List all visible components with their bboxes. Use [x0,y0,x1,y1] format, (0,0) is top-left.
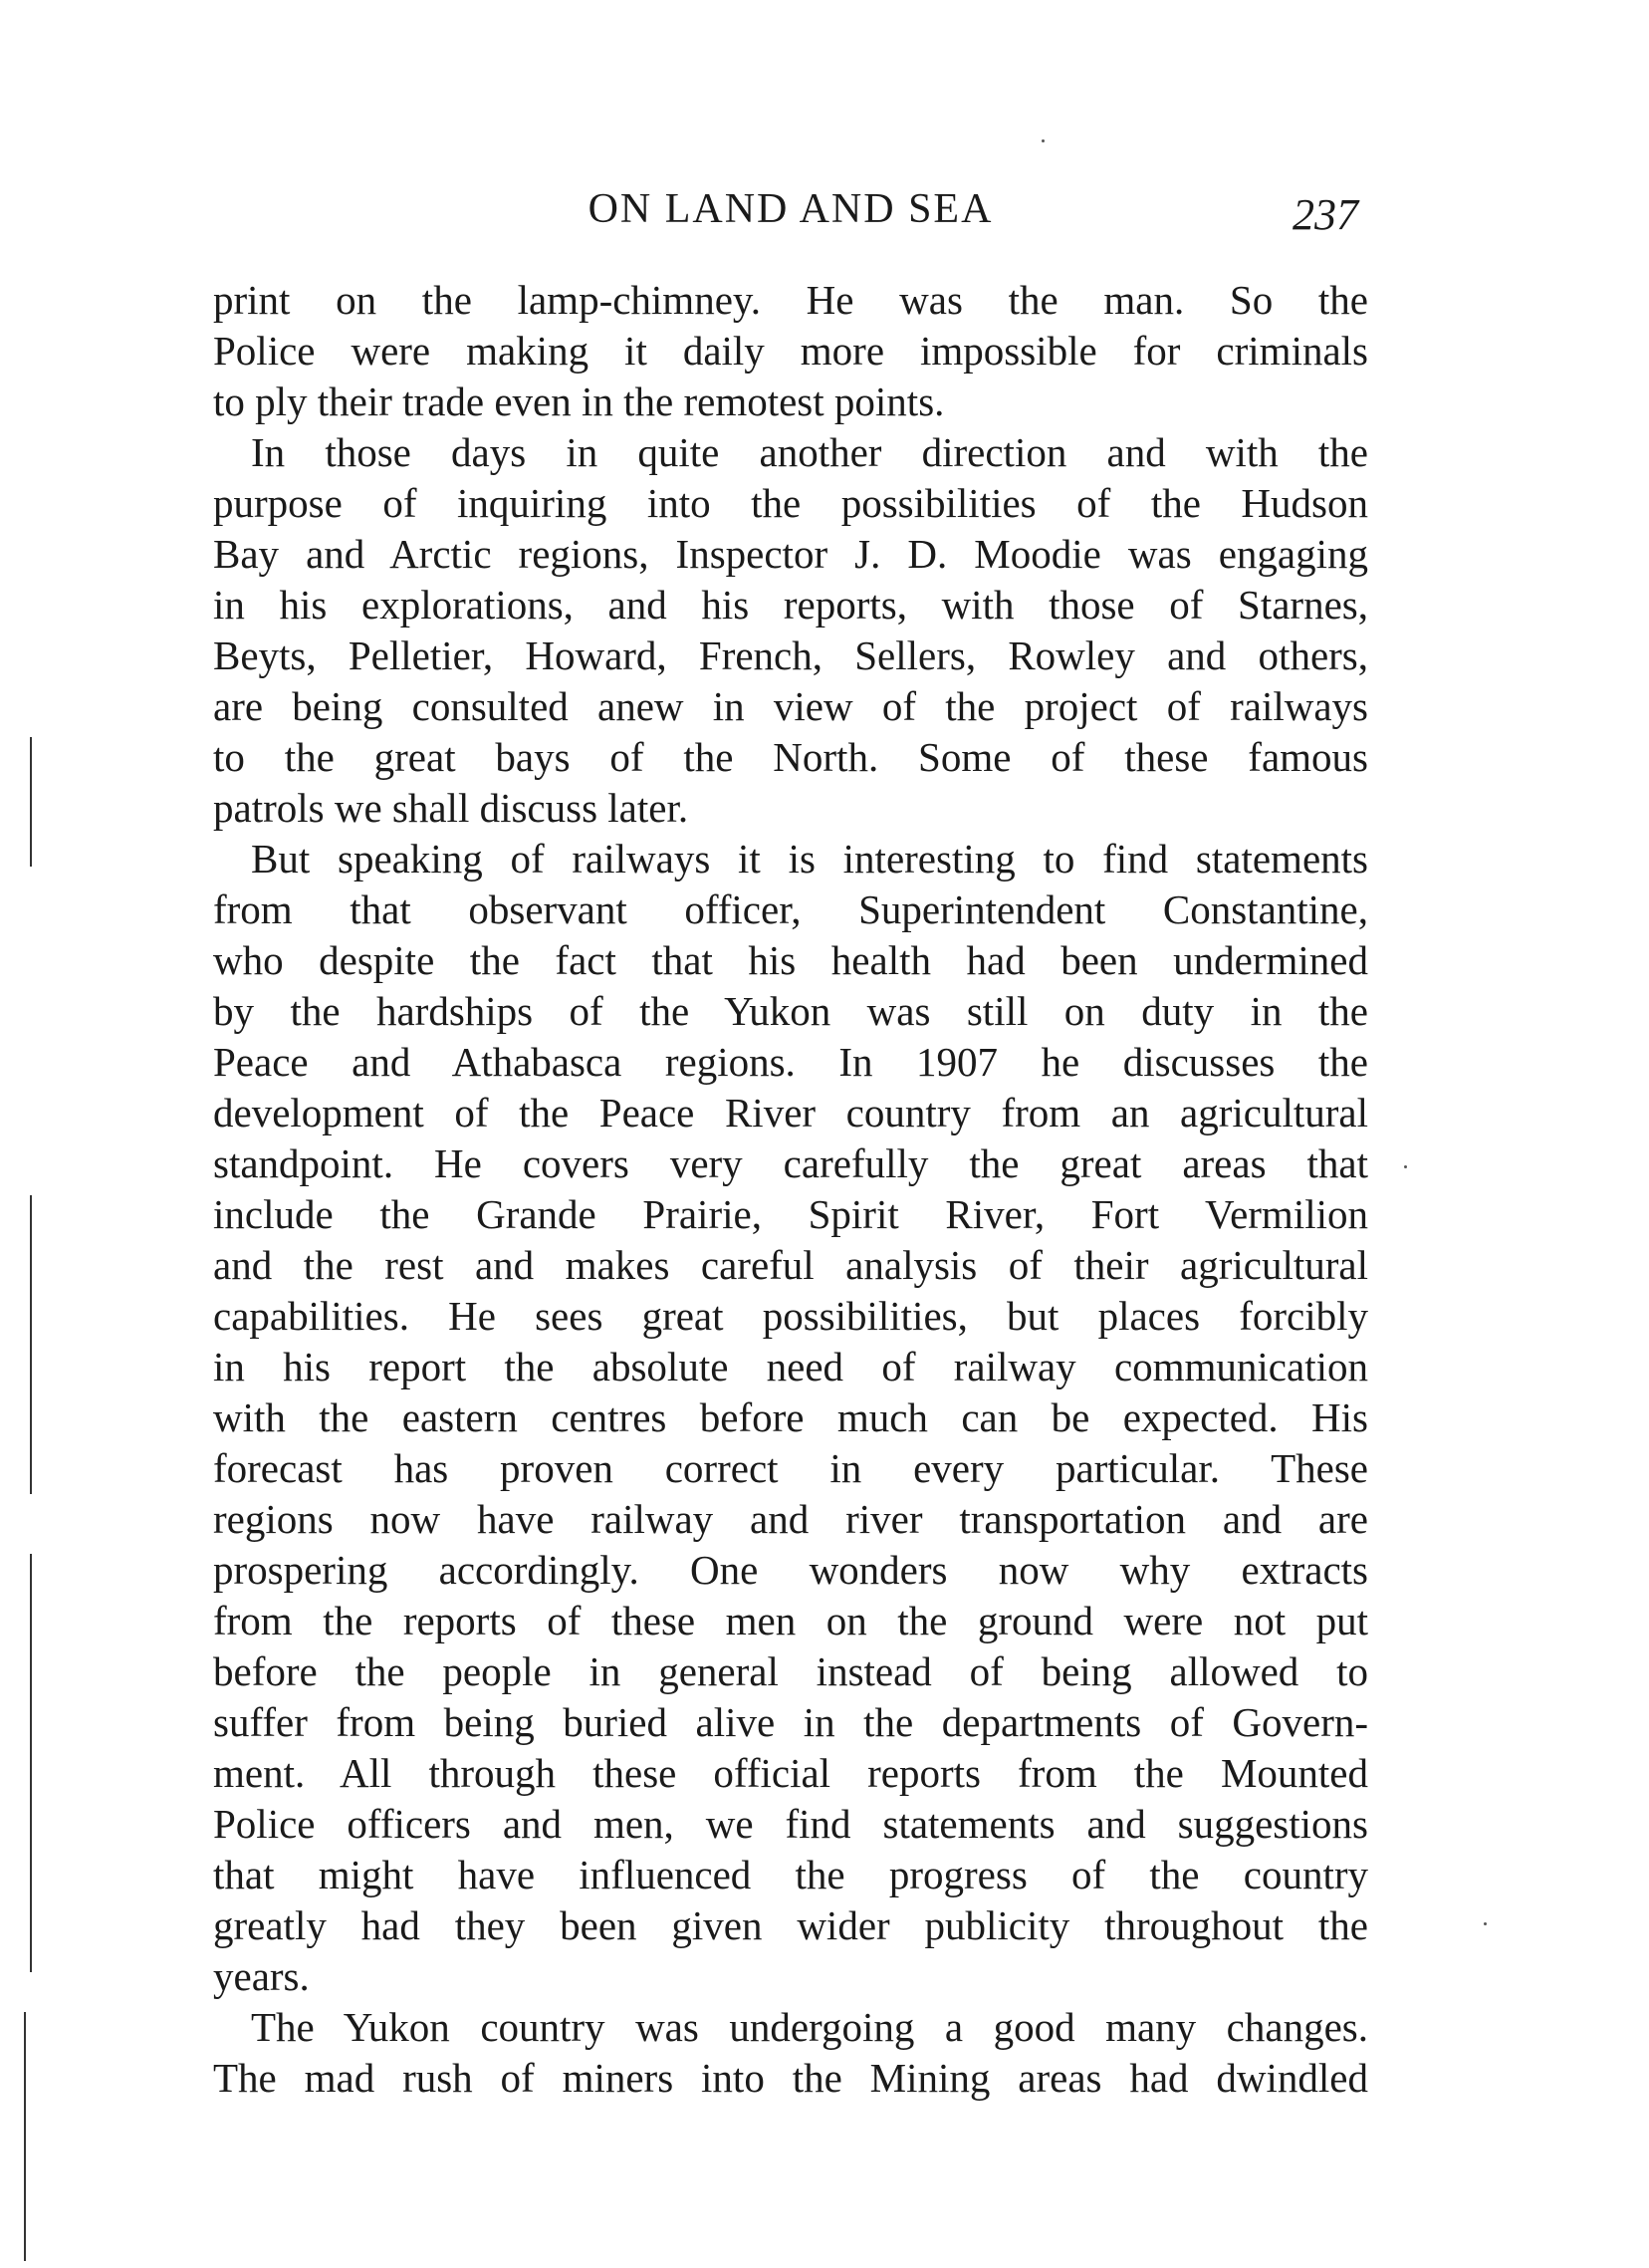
paragraph-first-line: The Yukon country was undergoing a good many changes. [251,2004,1368,2050]
text-line: development of the Peace River country from an agricultural [213,1090,1368,1135]
scan-margin-mark [24,2012,26,2261]
page-header [213,185,1368,245]
body-text [213,275,1368,2104]
text-line: Police were making it daily more impossible for criminals [213,328,1368,374]
text-line: prospering accordingly. One wonders now why extracts [213,1547,1368,1593]
text-line: in his explorations, and his reports, with those of Starnes, [213,582,1368,628]
text-line: to the great bays of the North. Some of these famous [213,734,1368,780]
text-line: The mad rush of miners into the Mining areas had dwindled [213,2055,1368,2101]
text-line: from that observant officer, Superintendent Constantine, [213,886,1368,932]
text-line: capabilities. He sees great possibilities, but places forcibly [213,1293,1368,1339]
text-line: standpoint. He covers very carefully the great areas that [213,1140,1368,1186]
text-line: that might have influenced the progress of the country [213,1852,1368,1897]
text-line: by the hardships of the Yukon was still on duty in the [213,988,1368,1034]
scan-margin-mark [30,1195,32,1494]
scan-margin-mark [30,1554,32,1972]
text-line: years. [213,1953,310,1999]
text-line: Police officers and men, we find statements and suggestions [213,1801,1368,1847]
text-line: who despite the fact that his health had been undermined [213,937,1368,983]
text-line: are being consulted anew in view of the project of railways [213,683,1368,729]
text-line: Beyts, Pelletier, Howard, French, Sellers, Rowley and others, [213,632,1368,678]
text-line: Bay and Arctic regions, Inspector J. D. Moodie was engaging [213,531,1368,577]
text-line: from the reports of these men on the ground were not put [213,1598,1368,1643]
text-line: forecast has proven correct in every particular. These [213,1445,1368,1491]
text-line: patrols we shall discuss later. [213,785,689,831]
scan-speck [1484,1922,1487,1925]
text-line: purpose of inquiring into the possibilities of the Hudson [213,480,1368,526]
text-line: and the rest and makes careful analysis of their agricultural [213,1242,1368,1288]
scan-margin-mark [30,737,32,867]
text-line: Peace and Athabasca regions. In 1907 he discusses the [213,1039,1368,1085]
text-line: ment. All through these official reports from the Mounted [213,1750,1368,1796]
scan-speck [1404,1165,1407,1168]
paragraph-first-line: In those days in quite another direction and with the [251,429,1368,475]
scan-speck [1042,139,1045,142]
text-line: regions now have railway and river transportation and are [213,1496,1368,1542]
page-number: 237 [1293,190,1358,239]
text-line: greatly had they been given wider publicity throughout the [213,1902,1368,1948]
running-title: ON LAND AND SEA [588,186,994,232]
paragraph-first-line: But speaking of railways it is interesting to find statements [251,836,1368,882]
text-line: with the eastern centres before much can be expected. His [213,1394,1368,1440]
text-line: suffer from being buried alive in the departments of Govern- [213,1699,1368,1745]
text-line: in his report the absolute need of railway communication [213,1344,1368,1389]
text-line: to ply their trade even in the remotest points. [213,378,945,424]
text-line: print on the lamp-chimney. He was the man. So the [213,277,1368,323]
text-line: before the people in general instead of being allowed to [213,1648,1368,1694]
text-line: include the Grande Prairie, Spirit River, Fort Vermilion [213,1191,1368,1237]
